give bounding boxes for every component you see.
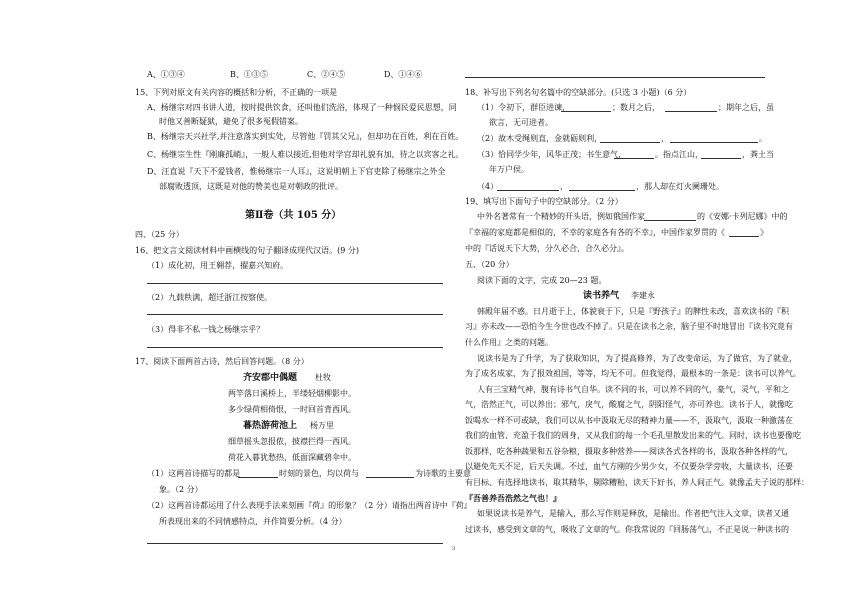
q17-stem: 17、阅读下面两首古诗，然后回答问题。（8 分） [135,357,309,366]
q18-item-3a: （3）恰同学少年，风华正茂；书生意气， [477,150,627,159]
article-line: 如果说读书是养气，是输入，那么写作则是释放，是输出。作者把气注入文章，读者又通 [477,509,789,518]
poem-2-line-1: 细草摇头忽报侬，披襟拦得一西风。 [228,437,356,446]
q18-blank-4b[interactable] [569,190,635,191]
page-number: 3 [452,546,456,552]
q18-item-1a: （1）令初下，群臣进谏， [477,103,571,112]
q18-item-4b: ， [560,182,568,191]
q17-a2-line-2: 所表现出来的不同情感特点，并作简要分析。（4 分） [159,517,347,526]
top-answer-line[interactable] [465,77,765,78]
q18-item-1c: ；期年之后，虽 [718,103,774,112]
q18-item-2b: ， [661,134,669,143]
article-line: 什么作用』之类的问题。 [465,338,553,347]
q17-a1-mid: 时刻的景色，均以荷与 [279,469,359,478]
poem-2-title: 暮热游荷池上 [243,421,298,431]
q16-answer-line-2[interactable] [147,314,443,315]
article-line: 人有三宝精气神，腹有诗书气自华。读不同的书，可以养不同的气，豪气，灵气，平和之 [477,385,789,394]
q18-item-1d: 欲言，无可进者。 [489,118,553,127]
q18-blank-1a[interactable] [561,111,611,112]
q15-option-d: D、汪直说『天下不爱钱者，惟杨继宗一人耳』，这说明朝上下官吏除了杨继宗之外全 [147,167,446,176]
q18-blank-2a[interactable] [600,142,660,143]
q19-stem: 19、填写出下面句子中的空缺部分。（2 分） [465,197,623,206]
q19-line-1b: 的《安娜·卡列尼娜》中的 [697,212,788,221]
article-line: 我们的血管、充盈于我们的周身，又从我们的每一个毛孔里散发出来的气。同时，读书也要像吃 [465,431,801,440]
q15-option-d-cont: 部腐败透顶，这既是对他的赞美也是对朝政的批评。 [159,182,343,191]
article-line: 饭喝水一样不可或缺，我们可以从书中汲取无尽的精神力量——不，汲取气，汲取一种激荡在 [465,416,793,425]
q16-sentence-3: （3）得非不私一钱之杨继宗乎？ [147,325,265,334]
q18-blank-1b[interactable] [665,111,717,112]
article-line: 韩殿年届不惑。日月逝于上，体貌衰于下，只是『野孩子』的脾性未改，喜欢读书的『积 [477,307,789,316]
q15-option-a-cont: 时他又善断疑狱，避免了很多冤假错案。 [159,117,303,126]
q15-option-a: A、杨继宗对四书讲人道，按时提供饮食，还叫他们洗浴，体现了一种悯民爱民思想，同 [147,103,457,112]
q17-a2-line-1: （2）这两首诗都运用了什么表现手法来刻画『荷』的形象？（2 分）请指出两首诗中『荷』 [147,501,472,510]
q18-blank-2b[interactable] [670,142,758,143]
q14-option-a: A、①③④ [147,70,185,79]
q16-sentence-2: （2）九载秩满，超迁浙江按察使。 [147,293,273,302]
poem-2-line-2: 荷花入暮犹愁热，低面深藏碧伞中。 [228,453,356,462]
poem-2-author: 杨万里 [310,421,334,430]
article-author: 李建永 [631,291,655,300]
poem-1-line-2: 多少绿荷相倚恨，一时回首背西风。 [228,405,356,414]
q14-option-c: C、②④⑤ [307,70,346,79]
q16-answer-line-1[interactable] [147,283,443,284]
poem-1-line-1: 两竿落日溪桥上，半缕轻烟柳影中。 [228,389,356,398]
q17-a1-post: 为诗歌的主要意 [415,469,471,478]
q17-a1-cont: 象。（2 分） [159,485,203,494]
q17-a1-blank-1[interactable] [238,477,278,478]
q19-blank-author[interactable] [644,220,696,221]
q14-option-b: B、①③⑤ [230,70,268,79]
q19-line-2b: 》 [760,228,768,237]
article-line: 饭那样，吃各种蔬果和五谷杂粮，摄取多种营养——阅读各式各样的书，汲取各种各样的气， [465,447,793,456]
reading-intro: 阅读下面的文字，完成 20—23 题。 [477,276,607,285]
q18-item-3d: 年万户侯。 [489,165,529,174]
article-line: 『吾善养吾浩然之气也！』 [465,493,561,503]
q16-stem: 16、把文言文阅读材料中画横线的句子翻译成现代汉语。(9 分) [135,246,360,255]
q19-blank-book[interactable] [729,236,759,237]
q16-answer-line-3[interactable] [147,347,443,348]
q18-item-3c: ，粪土当 [742,150,774,159]
part-4-heading: 四、（25 分） [135,230,184,239]
poem-1-author: 杜牧 [315,373,331,382]
article-line: 为了成名成家，为了报效祖国，等等，均无不可。但我觉得，最根本的一条是：读书可以养气。 [465,369,801,378]
q17-answer-line[interactable] [147,543,443,544]
q17-a1-blank-2[interactable] [366,477,414,478]
q15-option-b: B、杨继宗天兴社学,并注意落实到实处，尽管他『罚其父兄』，但却功在百姓，利在百姓。 [147,132,464,141]
article-line: 习』亦未改——恐怕今生今世也改不掉了。只是在读书之余，脑子里不时地冒出『读书究竟有 [465,322,793,331]
q15-stem: 15、下列对原文有关内容的概括和分析，不正确的一项是 [135,88,338,97]
q14-option-d: D、①④⑥ [384,70,423,79]
q17-a1-pre: （1）这两首诗描写的都是 [147,469,241,478]
q18-item-1b: ；数月之后， [612,103,660,112]
q15-option-c: C、杨继宗生性『刚廉孤峭』，一般人难以接近,但他对学官却礼貌有加，待之以宾客之礼。 [147,150,464,159]
article-line: 有目标、有选择地读书，取其精华，剔除糟粕，读天下好书，养人间正气。就像孟夫子说的那样： [465,478,809,487]
article-title: 读书养气 [583,291,620,301]
q18-blank-3b[interactable] [701,158,741,159]
poem-1-title: 齐安郡中偶题 [243,373,298,383]
q19-line-1a: 中外名著常有一个精妙的开头语，例如俄国作家 [477,212,645,221]
q18-item-3b: 。指点江山， [655,150,703,159]
article-line: 气，浩然正气，可以养出；邪气，戾气，酸腐之气，阴阳怪气，亦可养也。读书于人，就像吃 [465,400,793,409]
q18-blank-3a[interactable] [614,158,654,159]
article-line: 过读书，感受到文章的气，吸收了文章的气。你我常说的『回肠荡气』，不正是说一种读书的 [465,525,789,534]
q18-item-2c: 。 [759,134,767,143]
q18-stem: 18、补写出下列名句名篇中的空缺部分。(只选 3 小题)（6 分） [465,88,692,97]
article-line: 说读书是为了升学，为了获取知识，为了提高修养，为了改变命运，为了做官，为了就业， [477,354,797,363]
q18-blank-4a[interactable] [497,190,559,191]
section-2-title: 第Ⅱ卷（共 105 分） [245,210,342,221]
q18-item-4a: （4） [477,182,499,191]
q16-sentence-1: （1）成化初，用王翱荐，擢嘉兴知府。 [147,261,289,270]
q19-line-2a: 『幸福的家庭都是相似的，不幸的家庭各有各的不幸』，中国作家罗贯的《 [465,228,725,237]
q18-item-4c: ，那人却在灯火阑珊处。 [636,182,724,191]
part-5-heading: 五、（20 分） [465,260,514,269]
article-line: 以避免先天不足，后天失调。不过，血气方刚的少男少女，不仅要杂学旁收，大量读书，还要 [465,462,793,471]
q18-item-2a: （2）故木受绳则直，金就砺则利， [477,134,603,143]
q19-line-3: 中的『话说天下大势，分久必合，合久必分』。 [465,244,629,253]
